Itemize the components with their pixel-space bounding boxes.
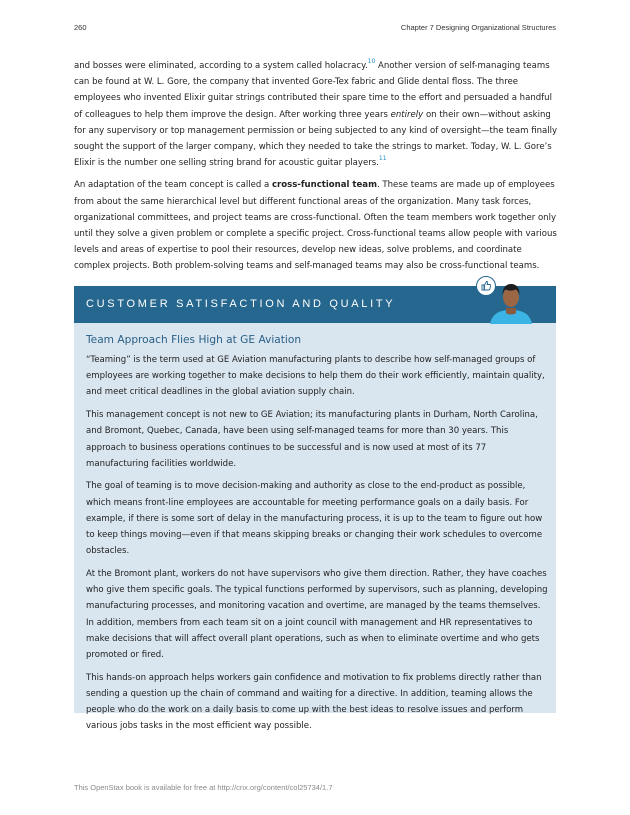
body-text bbox=[74, 58, 558, 281]
feature-paragraph: The goal of teaming is to move decision-making and authority as close to the end-product as possible, which means front-line employees are accountable for meeting performance goals on a daily basis. For example, if there is some sort of delay in the manufacturing process, it is up to the team to figure out how to keep things moving—even if that means skipping breaks or changing their work schedules to overcome obstacles. bbox=[86, 481, 543, 557]
footnote-ref-11[interactable]: 11 bbox=[378, 155, 387, 163]
feature-subtitle: Team Approach Flies High at GE Aviation bbox=[86, 334, 302, 346]
key-term: cross-functional team bbox=[271, 180, 377, 191]
feature-paragraph: At the Bromont plant, workers do not have supervisors who give them direction. Rather, they have coaches who give them specific goals. The typical functions performed by supervisors, such as planning, developing manufacturing processes, and monitoring vacation and overtime, are managed by the teams themselves. In addition, members from each team sit on a joint council with management and HR representatives to make decisions that will affect overall plant operations, such as when to eliminate overtime and who gets promoted or fired. bbox=[86, 568, 548, 660]
feature-paragraph: This management concept is not new to GE Aviation; its manufacturing plants in Durham, North Carolina, and Bromont, Quebec, Canada, have been using self-managed teams for more than 30 years. This approach to business operations continues to be successful and is now used at most of its 77 manufacturing facilities worldwide. bbox=[86, 410, 538, 469]
feature-paragraph: “Teaming” is the term used at GE Aviation manufacturing plants to describe how self-managed groups of employees are working together to make decisions to help them do their work efficiently, maintain quality, and meet critical deadlines in the global aviation supply chain. bbox=[86, 355, 545, 398]
body-paragraph-1: and bosses were eliminated, according to a system called holacracy.$^{10}$ Another version of self-managing teams can be found at W. L. Gore, the company that invented Gore-Tex fabric and Glide dental floss. The three employees who invented Elixir guitar strings contributed their spare time to the effort and persuaded a handful of colleagues to help them improve the design. After working three years entirely on their own—without asking for any supervisory or top management permission or being subjected to any kind of oversight—the team finally sought the support of the larger company, which they needed to take the strings to market. Today, W. L. Gore’s Elixir is the number one selling string brand for acoustic guitar players.$^{11}$ bbox=[74, 58, 558, 169]
body-paragraph-2: An adaptation of the team concept is called a cross-functional team. These teams are made up of employees from about the same hierarchical level but different functional areas of the organization. Many task forces, organizational committees, and project teams are cross-functional. Often the team members work together only until they solve a given problem or complete a specific project. Cross-functional teams allow people with various levels and areas of expertise to pool their resources, develop new ideas, solve problems, and coordinate complex projects. Both problem-solving teams and self-managed teams may also be cross-functional teams. bbox=[74, 180, 557, 272]
feature-body bbox=[86, 352, 548, 741]
feature-paragraph: This hands-on approach helps workers gain confidence and motivation to fix problems directly rather than sending a question up the chain of command and waiting for a directive. In addition, teaming allows the people who do the work on a daily basis to come up with the best ideas to resolve issues and perform various jobs tasks in the most efficient way possible. bbox=[86, 672, 542, 732]
chapter-title: Chapter 7 Designing Organizational Structures bbox=[400, 23, 556, 32]
feature-box bbox=[74, 286, 556, 732]
feature-header-title: CUSTOMER SATISFACTION AND QUALITY bbox=[86, 298, 396, 310]
footnote-ref-10[interactable]: 10 bbox=[367, 58, 376, 65]
page-number: 260 bbox=[74, 23, 87, 32]
person-avatar-icon bbox=[488, 278, 534, 328]
footer-text: This OpenStax book is available for free at http://cnx.org/content/col25734/1.7 bbox=[74, 783, 333, 792]
